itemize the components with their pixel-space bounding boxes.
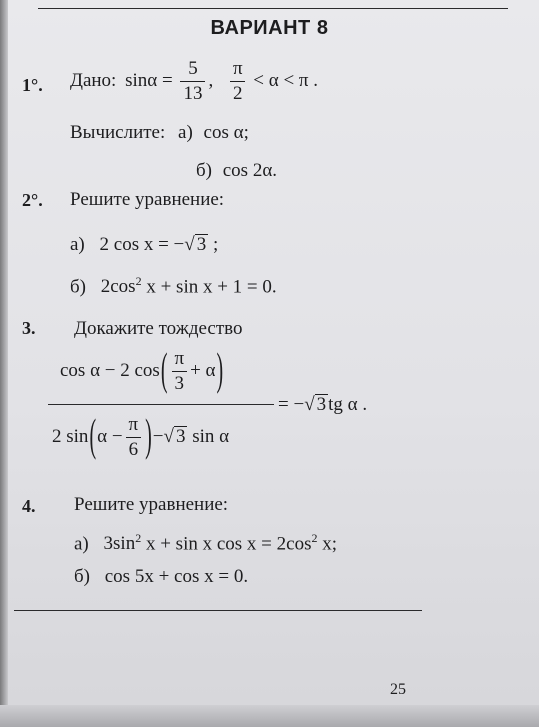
problem-1-compute [70,122,249,144]
range-fraction [230,58,246,105]
left-paren-icon: ( [89,411,97,462]
item-4b-label: б) [74,566,90,587]
item-4a-post: x; [322,533,337,555]
given-fraction-denominator: 13 [180,81,205,105]
numerator-pre: cos α − 2 cos [60,359,160,381]
identity-denominator [52,411,230,462]
item-1a-label: а) [178,122,193,143]
item-4a-label: а) [74,533,89,555]
top-rule [38,8,508,9]
item-4a-exponent-1: 2 [135,531,142,545]
identity-fraction-bar [48,404,274,405]
item-4b: cos 5x + cos x = 0. [104,566,249,587]
denominator-mid: − [152,425,164,447]
problem-2-number: 2°. [22,190,43,210]
problem-3-heading: Докажите тождество [74,318,243,339]
page-edge-shadow [0,0,8,727]
problem-4-item-b [74,566,248,588]
given-label: Дано: [70,69,117,91]
item-2a-label: а) [70,234,85,255]
problem-2-item-b [70,274,277,298]
item-4a-exponent-2: 2 [311,531,318,545]
identity-rhs [278,394,367,416]
item-2a-radicand: 3 [196,234,207,255]
denominator-inner-den: 6 [126,437,142,461]
left-paren-icon: ( [160,345,168,396]
compute-label: Вычислите: [70,122,166,143]
numerator-inner-den: 3 [172,371,188,395]
range-fraction-numerator: π [232,58,243,79]
problem-4-number: 4. [22,496,36,516]
item-4a-pre: 3sin [103,533,136,555]
rhs-pre: = − [278,394,305,415]
given-separator: , [208,69,214,91]
denominator-inner-num: π [128,414,139,435]
denominator-inner-pre: α − [97,425,123,447]
given-sin: sinα = [125,69,173,91]
item-2b-pre: 2cos [100,276,136,298]
denominator-post: sin α [192,425,230,447]
item-1a: cos α; [203,122,249,143]
numerator-inner-post: + α [190,359,216,381]
rhs-radicand: 3 [316,394,327,415]
denominator-radicand: 3 [175,425,186,447]
problem-1-number: 1°. [22,75,43,95]
problem-4-heading: Решите уравнение: [74,494,229,515]
page-title: ВАРИАНТ 8 [210,17,329,39]
item-2b-label: б) [70,276,86,298]
item-1b-label: б) [196,160,212,181]
numerator-inner-num: π [174,348,185,369]
denominator-pre: 2 sin [52,425,89,447]
problem-4-item-a [74,531,337,555]
given-fraction [180,58,205,105]
problem-1-given [70,58,318,105]
page-bottom-edge [0,705,539,727]
item-4a-mid: x + sin x cos x = 2cos [145,533,312,555]
problem-1-item-b [196,160,277,182]
problem-2-item-a [70,234,218,256]
identity-numerator [60,345,224,396]
problem-2-heading: Решите уравнение: [70,189,225,210]
problem-3-number: 3. [22,318,36,338]
item-2a-lhs: 2 cos x = − [99,234,185,255]
rhs-post: tg α . [328,394,368,415]
given-fraction-numerator: 5 [188,58,198,79]
bottom-rule [14,610,422,611]
right-paren-icon: ) [145,411,152,462]
item-2a-end: ; [212,234,219,255]
range-inequality: < α < π . [253,69,319,91]
item-1b: cos 2α. [222,160,278,181]
page-number: 25 [390,681,406,698]
sqrt-icon: √ [163,425,174,447]
numerator-inner-fraction [172,348,188,395]
denominator-inner-fraction [126,414,142,461]
right-paren-icon: ) [216,345,224,396]
sqrt-icon: √ [184,234,195,255]
item-2b-exponent: 2 [135,274,142,288]
item-2b-post: x + sin x + 1 = 0. [146,276,277,298]
range-fraction-denominator: 2 [230,81,246,105]
sqrt-icon: √ [304,394,315,415]
